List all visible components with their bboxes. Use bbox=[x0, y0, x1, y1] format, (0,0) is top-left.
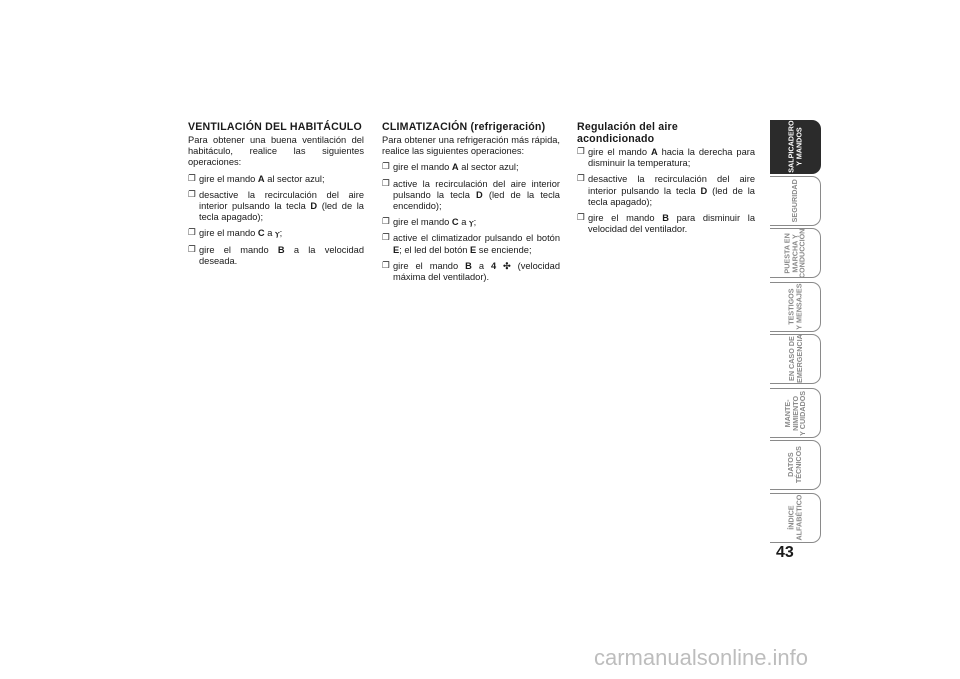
list-item: ❐ active el climatizador pulsando el botón E; el led del botón E se enciende; bbox=[382, 233, 560, 255]
page-number: 43 bbox=[776, 544, 794, 561]
section-ventilacion bbox=[188, 121, 364, 272]
list-item: ❐ gire el mando A al sector azul; bbox=[382, 162, 560, 173]
section-intro: Para obtener una refrigeración más rápida, realice las siguientes operaciones: bbox=[382, 135, 560, 157]
tab-mantenimiento[interactable]: MANTE- NIMIENTO Y CUIDADOS bbox=[770, 388, 821, 438]
list-item: ❐ gire el mando B a la velocidad deseada. bbox=[188, 245, 364, 267]
air-flow-symbol-icon: ⲩ bbox=[468, 217, 474, 228]
section-climatizacion bbox=[382, 121, 560, 288]
list-item: ❐ gire el mando C a ⲩ; bbox=[188, 228, 364, 239]
list-item: ❐ desactive la recirculación del aire interior pulsando la tecla D (led de la tecla apagado); bbox=[577, 174, 755, 208]
fan-speed-icon: ✣ bbox=[496, 260, 511, 271]
list-item: ❐ gire el mando A hacia la derecha para disminuir la temperatura; bbox=[577, 147, 755, 169]
list-item: ❐ gire el mando A al sector azul; bbox=[188, 174, 364, 185]
list-item: ❐ gire el mando B a 4 ✣ (velocidad máxima del ventilador). bbox=[382, 261, 560, 283]
step-list bbox=[188, 174, 364, 267]
tab-datos-tecnicos[interactable]: DATOS TÉCNICOS bbox=[770, 440, 821, 490]
section-title: VENTILACIÓN DEL HABITÁCULO bbox=[188, 121, 362, 133]
list-item: ❐ gire el mando B para disminuir la velocidad del ventilador. bbox=[577, 213, 755, 235]
list-item: ❐ gire el mando C a ⲩ; bbox=[382, 217, 560, 228]
tab-puesta-en-marcha[interactable]: PUESTA EN MARCHA Y CONDUCCIÓN bbox=[770, 228, 821, 278]
air-flow-symbol-icon: ⲩ bbox=[274, 228, 280, 239]
section-title: CLIMATIZACIÓN (refrigeración) bbox=[382, 121, 546, 133]
tab-testigos[interactable]: TESTIGOS Y MENSAJES bbox=[770, 282, 821, 332]
watermark: carmanualsonline.info bbox=[594, 645, 809, 670]
tab-seguridad[interactable]: SEGURIDAD bbox=[770, 176, 821, 226]
tab-indice[interactable]: ÍNDICE ALFABÉTICO bbox=[770, 493, 821, 543]
list-item: ❐ desactive la recirculación del aire interior pulsando la tecla D (led de la tecla apagado); bbox=[188, 190, 364, 224]
section-intro: Para obtener una buena ventilación del habitáculo, realice las siguientes operaciones: bbox=[188, 135, 364, 168]
list-item: ❐ active la recirculación del aire interior pulsando la tecla D (led de la tecla encendido); bbox=[382, 179, 560, 213]
step-list bbox=[382, 162, 560, 283]
tab-emergencia[interactable]: EN CASO DE EMERGENCIA bbox=[770, 334, 821, 384]
section-title: Regulación del aire acondicionado bbox=[577, 121, 678, 145]
section-regulacion bbox=[577, 121, 755, 240]
step-list bbox=[577, 147, 755, 235]
tab-salpicadero[interactable]: SALPICADERO Y MANDOS bbox=[770, 120, 821, 174]
